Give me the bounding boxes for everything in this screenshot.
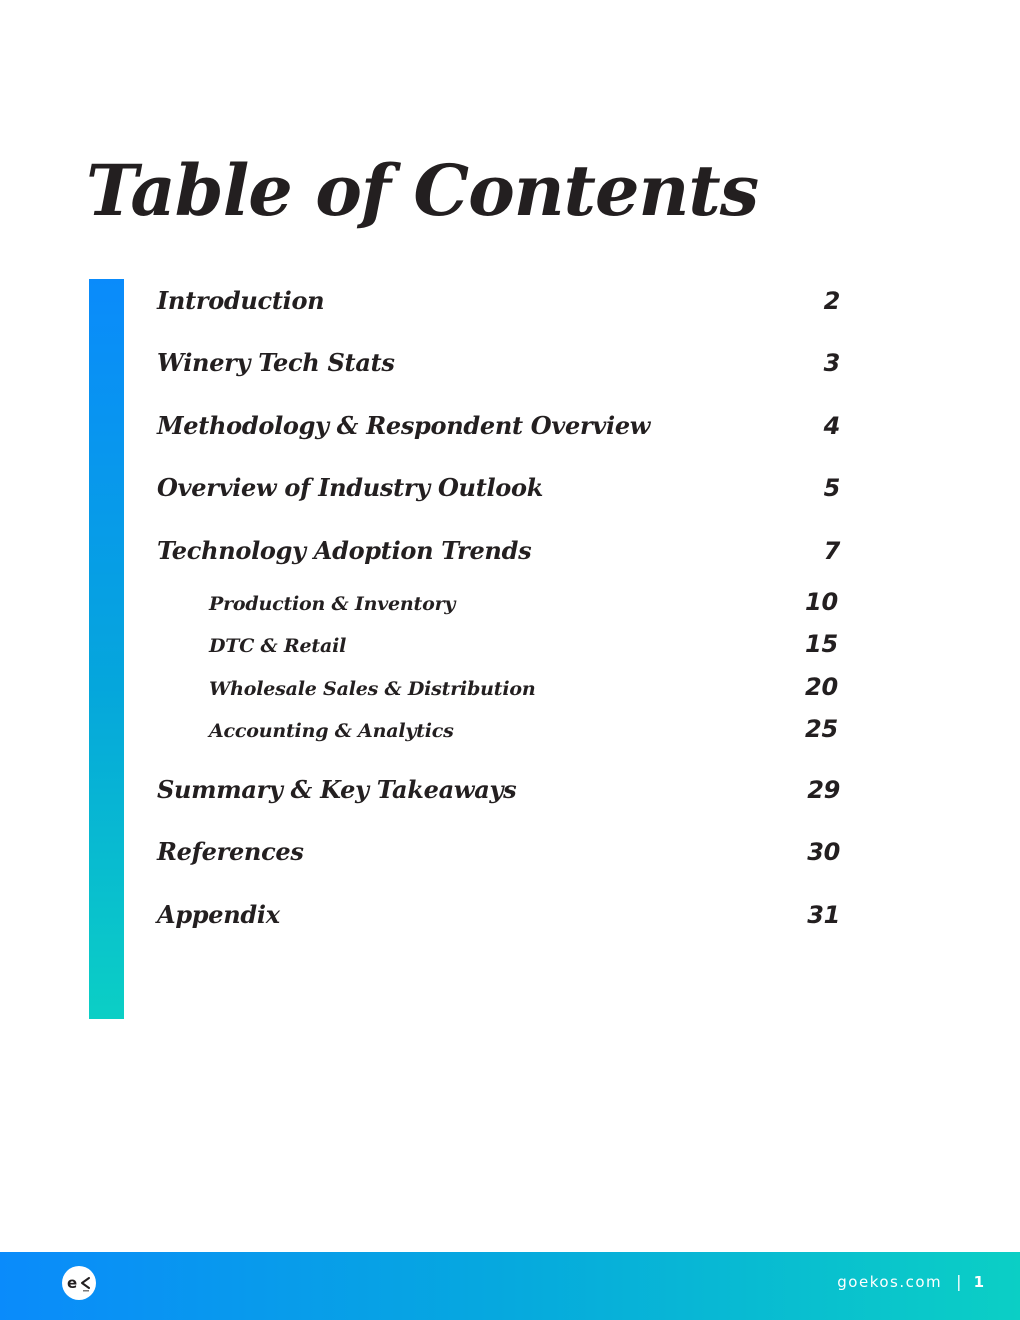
toc-entry-page: 5 — [823, 474, 840, 502]
toc-subentry-label: Production & Inventory — [209, 593, 456, 615]
toc-entry[interactable] — [157, 535, 840, 567]
toc-entry-label: Methodology & Respondent Overview — [157, 411, 651, 440]
toc-entry[interactable] — [157, 836, 840, 868]
toc-subentry[interactable] — [209, 716, 838, 744]
toc-subentry[interactable] — [209, 631, 838, 659]
toc-subentry-page: 25 — [805, 715, 838, 743]
toc-entry[interactable] — [157, 472, 840, 504]
toc-subentry-label: Accounting & Analytics — [209, 720, 454, 742]
toc-subentry-label: Wholesale Sales & Distribution — [209, 678, 536, 700]
page-title: Table of Contents — [86, 149, 759, 232]
toc-entry-page: 7 — [823, 537, 840, 565]
ekos-logo-icon[interactable] — [62, 1266, 96, 1300]
footer-page-number: 1 — [973, 1273, 984, 1291]
footer-separator: | — [956, 1272, 962, 1291]
toc-entry[interactable] — [157, 347, 840, 379]
toc-entry-page: 4 — [823, 412, 840, 440]
toc-entry[interactable] — [157, 285, 840, 317]
toc-entry-label: Introduction — [157, 286, 325, 315]
ekos-logo-mark — [66, 1273, 92, 1293]
svg-text:e: e — [67, 1274, 78, 1292]
footer-bar — [0, 1252, 1020, 1320]
toc-subentry-page: 10 — [805, 588, 838, 616]
toc-subentry[interactable] — [209, 674, 838, 702]
toc-subentry-label: DTC & Retail — [209, 635, 347, 657]
toc-entry-label: Overview of Industry Outlook — [157, 473, 544, 502]
toc-subentry[interactable] — [209, 589, 838, 617]
toc-entry-page: 30 — [807, 838, 840, 866]
toc-entry[interactable] — [157, 410, 840, 442]
toc-entry-label: Appendix — [157, 900, 280, 929]
toc-entry-label: Summary & Key Takeaways — [157, 775, 517, 804]
toc-entry[interactable] — [157, 774, 840, 806]
toc-entry-label: References — [157, 837, 304, 866]
toc-entry-page: 3 — [823, 349, 840, 377]
toc-entry-page: 29 — [807, 776, 840, 804]
toc-subentry-page: 20 — [805, 673, 838, 701]
footer-website-link[interactable]: goekos.com — [837, 1273, 943, 1291]
toc-entry-page: 2 — [823, 287, 840, 315]
footer-right — [837, 1271, 984, 1293]
toc-entry-label: Winery Tech Stats — [157, 348, 395, 377]
toc-entry-label: Technology Adoption Trends — [157, 536, 532, 565]
toc-entry[interactable] — [157, 899, 840, 931]
toc-subentry-page: 15 — [805, 630, 838, 658]
toc-entry-page: 31 — [807, 901, 840, 929]
